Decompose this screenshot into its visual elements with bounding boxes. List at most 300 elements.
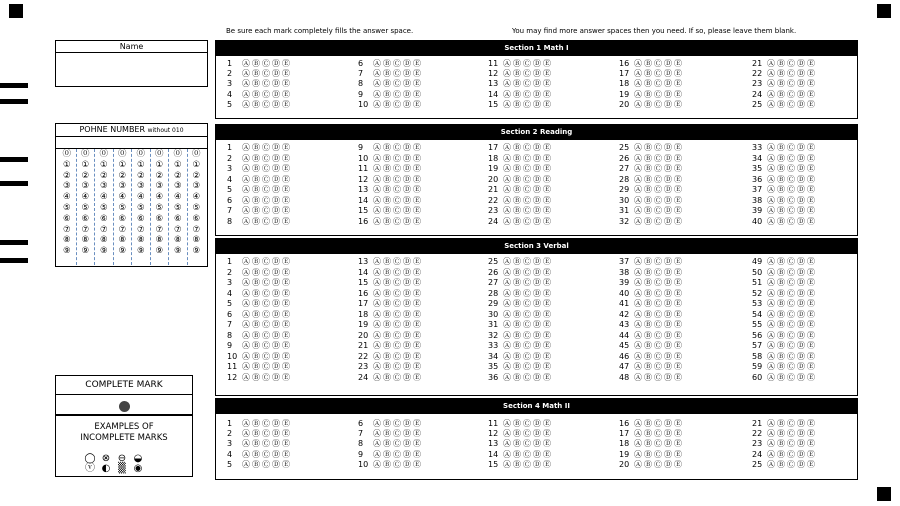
answer-bubble-c[interactable]: Ⓒ (654, 143, 662, 152)
answer-bubble-d[interactable]: Ⓓ (797, 449, 805, 459)
answer-bubble-c[interactable]: Ⓒ (262, 439, 270, 449)
answer-bubble-c[interactable]: Ⓒ (654, 439, 662, 449)
digit-bubble-6[interactable]: ⑥ (62, 213, 71, 224)
answer-bubble-a[interactable]: Ⓐ (503, 362, 511, 371)
answer-bubble-c[interactable]: Ⓒ (787, 278, 795, 287)
answer-bubble-d[interactable]: Ⓓ (797, 372, 805, 382)
answer-bubble-a[interactable]: Ⓐ (767, 216, 775, 226)
answer-bubble-e[interactable]: Ⓔ (413, 99, 421, 109)
answer-bubble-d[interactable]: Ⓓ (797, 419, 805, 428)
answer-bubble-a[interactable]: Ⓐ (373, 362, 381, 371)
answer-bubble-c[interactable]: Ⓒ (393, 257, 401, 266)
answer-bubble-c[interactable]: Ⓒ (523, 288, 531, 298)
answer-bubble-c[interactable]: Ⓒ (393, 449, 401, 459)
answer-bubble-d[interactable]: Ⓓ (797, 206, 805, 215)
answer-bubble-b[interactable]: Ⓑ (383, 69, 391, 79)
answer-bubble-d[interactable]: Ⓓ (797, 330, 805, 340)
answer-bubble-b[interactable]: Ⓑ (644, 267, 652, 277)
answer-bubble-e[interactable]: Ⓔ (543, 185, 551, 194)
answer-bubble-d[interactable]: Ⓓ (533, 59, 541, 68)
answer-bubble-b[interactable]: Ⓑ (513, 419, 521, 428)
answer-bubble-c[interactable]: Ⓒ (787, 351, 795, 361)
answer-bubble-c[interactable]: Ⓒ (787, 59, 795, 68)
answer-bubble-d[interactable]: Ⓓ (403, 206, 411, 215)
digit-bubble-7[interactable]: ⑦ (155, 224, 164, 235)
answer-bubble-c[interactable]: Ⓒ (787, 174, 795, 184)
answer-bubble-d[interactable]: Ⓓ (797, 99, 805, 109)
answer-bubble-c[interactable]: Ⓒ (787, 143, 795, 152)
answer-bubble-a[interactable]: Ⓐ (767, 164, 775, 173)
answer-bubble-c[interactable]: Ⓒ (654, 362, 662, 371)
answer-bubble-e[interactable]: Ⓔ (413, 89, 421, 99)
answer-bubble-c[interactable]: Ⓒ (262, 59, 270, 68)
answer-bubble-b[interactable]: Ⓑ (777, 99, 785, 109)
answer-bubble-a[interactable]: Ⓐ (503, 372, 511, 382)
answer-bubble-e[interactable]: Ⓔ (282, 143, 290, 152)
answer-bubble-d[interactable]: Ⓓ (272, 278, 280, 287)
answer-bubble-b[interactable]: Ⓑ (383, 320, 391, 329)
answer-bubble-d[interactable]: Ⓓ (533, 79, 541, 89)
answer-bubble-a[interactable]: Ⓐ (767, 309, 775, 319)
answer-bubble-e[interactable]: Ⓔ (543, 174, 551, 184)
answer-bubble-e[interactable]: Ⓔ (543, 362, 551, 371)
answer-bubble-e[interactable]: Ⓔ (413, 419, 421, 428)
answer-bubble-e[interactable]: Ⓔ (282, 309, 290, 319)
answer-bubble-d[interactable]: Ⓓ (664, 59, 672, 68)
answer-bubble-b[interactable]: Ⓑ (777, 79, 785, 89)
answer-bubble-c[interactable]: Ⓒ (393, 206, 401, 215)
answer-bubble-d[interactable]: Ⓓ (272, 288, 280, 298)
answer-bubble-a[interactable]: Ⓐ (373, 59, 381, 68)
answer-bubble-c[interactable]: Ⓒ (787, 449, 795, 459)
answer-bubble-e[interactable]: Ⓔ (674, 341, 682, 350)
answer-bubble-e[interactable]: Ⓔ (807, 174, 815, 184)
answer-bubble-d[interactable]: Ⓓ (272, 320, 280, 329)
answer-bubble-b[interactable]: Ⓑ (644, 174, 652, 184)
answer-bubble-d[interactable]: Ⓓ (664, 164, 672, 173)
digit-bubble-4[interactable]: ④ (155, 192, 164, 203)
answer-bubble-b[interactable]: Ⓑ (777, 153, 785, 163)
answer-bubble-a[interactable]: Ⓐ (373, 459, 381, 469)
answer-bubble-d[interactable]: Ⓓ (403, 143, 411, 152)
answer-bubble-d[interactable]: Ⓓ (403, 257, 411, 266)
answer-bubble-b[interactable]: Ⓑ (777, 216, 785, 226)
answer-bubble-a[interactable]: Ⓐ (503, 278, 511, 287)
answer-bubble-d[interactable]: Ⓓ (797, 185, 805, 194)
answer-bubble-b[interactable]: Ⓑ (252, 459, 260, 469)
answer-bubble-d[interactable]: Ⓓ (797, 257, 805, 266)
digit-bubble-3[interactable]: ③ (155, 181, 164, 192)
digit-bubble-3[interactable]: ③ (118, 181, 127, 192)
answer-bubble-e[interactable]: Ⓔ (282, 419, 290, 428)
answer-bubble-d[interactable]: Ⓓ (403, 299, 411, 308)
answer-bubble-d[interactable]: Ⓓ (272, 59, 280, 68)
answer-bubble-e[interactable]: Ⓔ (674, 79, 682, 89)
answer-bubble-c[interactable]: Ⓒ (787, 164, 795, 173)
digit-bubble-2[interactable]: ② (173, 170, 182, 181)
answer-bubble-c[interactable]: Ⓒ (393, 69, 401, 79)
answer-bubble-e[interactable]: Ⓔ (807, 429, 815, 439)
answer-bubble-c[interactable]: Ⓒ (393, 267, 401, 277)
answer-bubble-d[interactable]: Ⓓ (664, 309, 672, 319)
answer-bubble-d[interactable]: Ⓓ (664, 267, 672, 277)
answer-bubble-e[interactable]: Ⓔ (282, 320, 290, 329)
answer-bubble-c[interactable]: Ⓒ (523, 309, 531, 319)
digit-bubble-3[interactable]: ③ (81, 181, 90, 192)
answer-bubble-b[interactable]: Ⓑ (383, 278, 391, 287)
answer-bubble-a[interactable]: Ⓐ (242, 320, 250, 329)
answer-bubble-b[interactable]: Ⓑ (644, 439, 652, 449)
answer-bubble-b[interactable]: Ⓑ (644, 320, 652, 329)
answer-bubble-e[interactable]: Ⓔ (413, 59, 421, 68)
answer-bubble-e[interactable]: Ⓔ (674, 69, 682, 79)
answer-bubble-c[interactable]: Ⓒ (262, 79, 270, 89)
answer-bubble-d[interactable]: Ⓓ (797, 309, 805, 319)
answer-bubble-b[interactable]: Ⓑ (383, 164, 391, 173)
answer-bubble-e[interactable]: Ⓔ (674, 351, 682, 361)
answer-bubble-c[interactable]: Ⓒ (523, 429, 531, 439)
answer-bubble-d[interactable]: Ⓓ (533, 459, 541, 469)
answer-bubble-e[interactable]: Ⓔ (282, 164, 290, 173)
answer-bubble-b[interactable]: Ⓑ (252, 299, 260, 308)
answer-bubble-d[interactable]: Ⓓ (272, 309, 280, 319)
digit-bubble-0[interactable]: ⓪ (80, 149, 90, 159)
answer-bubble-c[interactable]: Ⓒ (393, 299, 401, 308)
answer-bubble-e[interactable]: Ⓔ (282, 99, 290, 109)
answer-bubble-b[interactable]: Ⓑ (644, 153, 652, 163)
answer-bubble-e[interactable]: Ⓔ (282, 216, 290, 226)
answer-bubble-b[interactable]: Ⓑ (252, 99, 260, 109)
answer-bubble-b[interactable]: Ⓑ (252, 216, 260, 226)
answer-bubble-a[interactable]: Ⓐ (503, 153, 511, 163)
answer-bubble-a[interactable]: Ⓐ (767, 143, 775, 152)
digit-bubble-9[interactable]: ⑨ (173, 246, 182, 257)
answer-bubble-d[interactable]: Ⓓ (664, 69, 672, 79)
digit-bubble-4[interactable]: ④ (192, 192, 201, 203)
answer-bubble-b[interactable]: Ⓑ (513, 195, 521, 205)
answer-bubble-a[interactable]: Ⓐ (242, 174, 250, 184)
answer-bubble-e[interactable]: Ⓔ (413, 267, 421, 277)
answer-bubble-b[interactable]: Ⓑ (383, 299, 391, 308)
digit-bubble-4[interactable]: ④ (136, 192, 145, 203)
answer-bubble-e[interactable]: Ⓔ (674, 372, 682, 382)
answer-bubble-b[interactable]: Ⓑ (644, 79, 652, 89)
answer-bubble-a[interactable]: Ⓐ (503, 309, 511, 319)
answer-bubble-c[interactable]: Ⓒ (654, 267, 662, 277)
answer-bubble-c[interactable]: Ⓒ (787, 267, 795, 277)
answer-bubble-a[interactable]: Ⓐ (373, 267, 381, 277)
answer-bubble-d[interactable]: Ⓓ (272, 459, 280, 469)
answer-bubble-e[interactable]: Ⓔ (282, 429, 290, 439)
answer-bubble-a[interactable]: Ⓐ (767, 69, 775, 79)
answer-bubble-d[interactable]: Ⓓ (403, 153, 411, 163)
answer-bubble-c[interactable]: Ⓒ (787, 362, 795, 371)
answer-bubble-c[interactable]: Ⓒ (262, 89, 270, 99)
answer-bubble-c[interactable]: Ⓒ (393, 341, 401, 350)
digit-bubble-1[interactable]: ① (81, 159, 90, 170)
answer-bubble-e[interactable]: Ⓔ (674, 449, 682, 459)
name-box[interactable] (55, 40, 208, 87)
digit-bubble-2[interactable]: ② (62, 170, 71, 181)
answer-bubble-a[interactable]: Ⓐ (373, 195, 381, 205)
answer-bubble-a[interactable]: Ⓐ (242, 59, 250, 68)
answer-bubble-b[interactable]: Ⓑ (644, 143, 652, 152)
answer-bubble-d[interactable]: Ⓓ (664, 362, 672, 371)
answer-bubble-c[interactable]: Ⓒ (393, 195, 401, 205)
answer-bubble-d[interactable]: Ⓓ (272, 419, 280, 428)
answer-bubble-e[interactable]: Ⓔ (543, 153, 551, 163)
answer-bubble-c[interactable]: Ⓒ (654, 59, 662, 68)
answer-bubble-d[interactable]: Ⓓ (797, 195, 805, 205)
answer-bubble-c[interactable]: Ⓒ (654, 69, 662, 79)
answer-bubble-a[interactable]: Ⓐ (503, 419, 511, 428)
answer-bubble-a[interactable]: Ⓐ (503, 267, 511, 277)
answer-bubble-b[interactable]: Ⓑ (644, 429, 652, 439)
digit-bubble-1[interactable]: ① (62, 159, 71, 170)
answer-bubble-e[interactable]: Ⓔ (807, 278, 815, 287)
digit-bubble-9[interactable]: ⑨ (62, 246, 71, 257)
answer-bubble-a[interactable]: Ⓐ (634, 439, 642, 449)
answer-bubble-b[interactable]: Ⓑ (777, 362, 785, 371)
answer-bubble-b[interactable]: Ⓑ (383, 330, 391, 340)
answer-bubble-e[interactable]: Ⓔ (413, 174, 421, 184)
answer-bubble-e[interactable]: Ⓔ (282, 330, 290, 340)
answer-bubble-c[interactable]: Ⓒ (654, 153, 662, 163)
answer-bubble-d[interactable]: Ⓓ (797, 267, 805, 277)
answer-bubble-c[interactable]: Ⓒ (523, 330, 531, 340)
answer-bubble-b[interactable]: Ⓑ (777, 449, 785, 459)
digit-bubble-3[interactable]: ③ (99, 181, 108, 192)
answer-bubble-a[interactable]: Ⓐ (503, 257, 511, 266)
answer-bubble-a[interactable]: Ⓐ (503, 330, 511, 340)
answer-bubble-a[interactable]: Ⓐ (503, 69, 511, 79)
answer-bubble-e[interactable]: Ⓔ (674, 143, 682, 152)
answer-bubble-e[interactable]: Ⓔ (807, 257, 815, 266)
answer-bubble-d[interactable]: Ⓓ (272, 257, 280, 266)
answer-bubble-b[interactable]: Ⓑ (513, 299, 521, 308)
answer-bubble-a[interactable]: Ⓐ (767, 153, 775, 163)
digit-bubble-1[interactable]: ① (136, 159, 145, 170)
answer-bubble-d[interactable]: Ⓓ (533, 206, 541, 215)
answer-bubble-d[interactable]: Ⓓ (272, 439, 280, 449)
answer-bubble-d[interactable]: Ⓓ (533, 288, 541, 298)
answer-bubble-d[interactable]: Ⓓ (797, 278, 805, 287)
answer-bubble-b[interactable]: Ⓑ (513, 185, 521, 194)
answer-bubble-b[interactable]: Ⓑ (777, 174, 785, 184)
answer-bubble-b[interactable]: Ⓑ (513, 216, 521, 226)
answer-bubble-a[interactable]: Ⓐ (242, 330, 250, 340)
answer-bubble-d[interactable]: Ⓓ (797, 341, 805, 350)
answer-bubble-d[interactable]: Ⓓ (272, 372, 280, 382)
answer-bubble-b[interactable]: Ⓑ (644, 185, 652, 194)
digit-bubble-9[interactable]: ⑨ (155, 246, 164, 257)
answer-bubble-e[interactable]: Ⓔ (674, 195, 682, 205)
answer-bubble-a[interactable]: Ⓐ (634, 153, 642, 163)
answer-bubble-e[interactable]: Ⓔ (807, 351, 815, 361)
answer-bubble-d[interactable]: Ⓓ (403, 341, 411, 350)
answer-bubble-d[interactable]: Ⓓ (403, 449, 411, 459)
answer-bubble-c[interactable]: Ⓒ (393, 143, 401, 152)
answer-bubble-c[interactable]: Ⓒ (262, 195, 270, 205)
answer-bubble-a[interactable]: Ⓐ (373, 341, 381, 350)
answer-bubble-e[interactable]: Ⓔ (807, 459, 815, 469)
answer-bubble-b[interactable]: Ⓑ (644, 309, 652, 319)
answer-bubble-b[interactable]: Ⓑ (252, 143, 260, 152)
answer-bubble-d[interactable]: Ⓓ (664, 89, 672, 99)
digit-bubble-0[interactable]: ⓪ (62, 149, 71, 159)
answer-bubble-c[interactable]: Ⓒ (262, 164, 270, 173)
answer-bubble-e[interactable]: Ⓔ (807, 439, 815, 449)
digit-bubble-0[interactable]: ⓪ (173, 149, 182, 159)
answer-bubble-d[interactable]: Ⓓ (797, 164, 805, 173)
answer-bubble-c[interactable]: Ⓒ (654, 185, 662, 194)
answer-bubble-e[interactable]: Ⓔ (413, 299, 421, 308)
answer-bubble-d[interactable]: Ⓓ (403, 429, 411, 439)
answer-bubble-d[interactable]: Ⓓ (664, 99, 672, 109)
answer-bubble-a[interactable]: Ⓐ (373, 185, 381, 194)
answer-bubble-d[interactable]: Ⓓ (533, 89, 541, 99)
answer-bubble-d[interactable]: Ⓓ (797, 299, 805, 308)
answer-bubble-a[interactable]: Ⓐ (503, 299, 511, 308)
answer-bubble-b[interactable]: Ⓑ (644, 257, 652, 266)
answer-bubble-d[interactable]: Ⓓ (664, 79, 672, 89)
answer-bubble-b[interactable]: Ⓑ (252, 185, 260, 194)
digit-bubble-9[interactable]: ⑨ (81, 246, 90, 257)
answer-bubble-e[interactable]: Ⓔ (807, 309, 815, 319)
answer-bubble-b[interactable]: Ⓑ (513, 99, 521, 109)
answer-bubble-c[interactable]: Ⓒ (523, 372, 531, 382)
answer-bubble-d[interactable]: Ⓓ (403, 164, 411, 173)
answer-bubble-e[interactable]: Ⓔ (413, 429, 421, 439)
answer-bubble-e[interactable]: Ⓔ (543, 351, 551, 361)
digit-bubble-0[interactable]: ⓪ (99, 149, 108, 159)
answer-bubble-d[interactable]: Ⓓ (403, 372, 411, 382)
answer-bubble-a[interactable]: Ⓐ (242, 69, 250, 79)
answer-bubble-b[interactable]: Ⓑ (644, 278, 652, 287)
answer-bubble-b[interactable]: Ⓑ (252, 288, 260, 298)
answer-bubble-a[interactable]: Ⓐ (373, 419, 381, 428)
answer-bubble-b[interactable]: Ⓑ (513, 341, 521, 350)
answer-bubble-a[interactable]: Ⓐ (242, 206, 250, 215)
answer-bubble-b[interactable]: Ⓑ (513, 143, 521, 152)
answer-bubble-c[interactable]: Ⓒ (787, 341, 795, 350)
answer-bubble-b[interactable]: Ⓑ (513, 69, 521, 79)
answer-bubble-c[interactable]: Ⓒ (393, 362, 401, 371)
answer-bubble-a[interactable]: Ⓐ (634, 89, 642, 99)
answer-bubble-a[interactable]: Ⓐ (634, 257, 642, 266)
answer-bubble-c[interactable]: Ⓒ (262, 419, 270, 428)
answer-bubble-b[interactable]: Ⓑ (383, 79, 391, 89)
answer-bubble-a[interactable]: Ⓐ (767, 341, 775, 350)
answer-bubble-e[interactable]: Ⓔ (543, 459, 551, 469)
answer-bubble-d[interactable]: Ⓓ (664, 351, 672, 361)
answer-bubble-c[interactable]: Ⓒ (654, 216, 662, 226)
answer-bubble-c[interactable]: Ⓒ (787, 459, 795, 469)
answer-bubble-b[interactable]: Ⓑ (252, 174, 260, 184)
answer-bubble-b[interactable]: Ⓑ (383, 351, 391, 361)
digit-bubble-2[interactable]: ② (81, 170, 90, 181)
answer-bubble-e[interactable]: Ⓔ (674, 185, 682, 194)
answer-bubble-a[interactable]: Ⓐ (503, 429, 511, 439)
answer-bubble-c[interactable]: Ⓒ (654, 89, 662, 99)
answer-bubble-b[interactable]: Ⓑ (777, 206, 785, 215)
answer-bubble-a[interactable]: Ⓐ (634, 372, 642, 382)
answer-bubble-e[interactable]: Ⓔ (413, 439, 421, 449)
answer-bubble-e[interactable]: Ⓔ (543, 419, 551, 428)
answer-bubble-c[interactable]: Ⓒ (787, 79, 795, 89)
answer-bubble-d[interactable]: Ⓓ (533, 449, 541, 459)
answer-bubble-c[interactable]: Ⓒ (262, 372, 270, 382)
answer-bubble-b[interactable]: Ⓑ (513, 449, 521, 459)
answer-bubble-c[interactable]: Ⓒ (654, 459, 662, 469)
answer-bubble-a[interactable]: Ⓐ (242, 257, 250, 266)
answer-bubble-b[interactable]: Ⓑ (252, 79, 260, 89)
answer-bubble-e[interactable]: Ⓔ (282, 278, 290, 287)
answer-bubble-b[interactable]: Ⓑ (252, 195, 260, 205)
answer-bubble-c[interactable]: Ⓒ (523, 439, 531, 449)
answer-bubble-d[interactable]: Ⓓ (664, 185, 672, 194)
answer-bubble-c[interactable]: Ⓒ (262, 143, 270, 152)
answer-bubble-e[interactable]: Ⓔ (413, 309, 421, 319)
answer-bubble-d[interactable]: Ⓓ (664, 299, 672, 308)
answer-bubble-a[interactable]: Ⓐ (242, 372, 250, 382)
answer-bubble-a[interactable]: Ⓐ (373, 99, 381, 109)
answer-bubble-a[interactable]: Ⓐ (242, 419, 250, 428)
answer-bubble-e[interactable]: Ⓔ (674, 299, 682, 308)
answer-bubble-c[interactable]: Ⓒ (393, 419, 401, 428)
answer-bubble-b[interactable]: Ⓑ (644, 419, 652, 428)
digit-bubble-3[interactable]: ③ (62, 181, 71, 192)
answer-bubble-e[interactable]: Ⓔ (807, 267, 815, 277)
answer-bubble-e[interactable]: Ⓔ (543, 143, 551, 152)
answer-bubble-e[interactable]: Ⓔ (282, 341, 290, 350)
answer-bubble-b[interactable]: Ⓑ (777, 320, 785, 329)
answer-bubble-c[interactable]: Ⓒ (523, 174, 531, 184)
answer-bubble-c[interactable]: Ⓒ (654, 288, 662, 298)
digit-bubble-7[interactable]: ⑦ (99, 224, 108, 235)
answer-bubble-a[interactable]: Ⓐ (503, 174, 511, 184)
answer-bubble-d[interactable]: Ⓓ (797, 429, 805, 439)
answer-bubble-b[interactable]: Ⓑ (777, 330, 785, 340)
answer-bubble-a[interactable]: Ⓐ (373, 309, 381, 319)
answer-bubble-a[interactable]: Ⓐ (767, 185, 775, 194)
answer-bubble-d[interactable]: Ⓓ (664, 429, 672, 439)
answer-bubble-b[interactable]: Ⓑ (383, 206, 391, 215)
answer-bubble-b[interactable]: Ⓑ (252, 419, 260, 428)
answer-bubble-d[interactable]: Ⓓ (403, 320, 411, 329)
answer-bubble-b[interactable]: Ⓑ (513, 206, 521, 215)
answer-bubble-d[interactable]: Ⓓ (664, 419, 672, 428)
answer-bubble-b[interactable]: Ⓑ (252, 309, 260, 319)
answer-bubble-b[interactable]: Ⓑ (513, 79, 521, 89)
digit-bubble-6[interactable]: ⑥ (136, 213, 145, 224)
answer-bubble-a[interactable]: Ⓐ (767, 174, 775, 184)
digit-bubble-5[interactable]: ⑤ (118, 202, 127, 213)
answer-bubble-c[interactable]: Ⓒ (654, 372, 662, 382)
digit-bubble-4[interactable]: ④ (62, 192, 71, 203)
answer-bubble-a[interactable]: Ⓐ (767, 362, 775, 371)
answer-bubble-d[interactable]: Ⓓ (272, 299, 280, 308)
answer-bubble-e[interactable]: Ⓔ (807, 153, 815, 163)
answer-bubble-d[interactable]: Ⓓ (664, 174, 672, 184)
answer-bubble-a[interactable]: Ⓐ (634, 419, 642, 428)
answer-bubble-c[interactable]: Ⓒ (523, 185, 531, 194)
answer-bubble-a[interactable]: Ⓐ (767, 79, 775, 89)
answer-bubble-d[interactable]: Ⓓ (664, 372, 672, 382)
answer-bubble-c[interactable]: Ⓒ (393, 216, 401, 226)
answer-bubble-b[interactable]: Ⓑ (644, 69, 652, 79)
answer-bubble-b[interactable]: Ⓑ (644, 341, 652, 350)
